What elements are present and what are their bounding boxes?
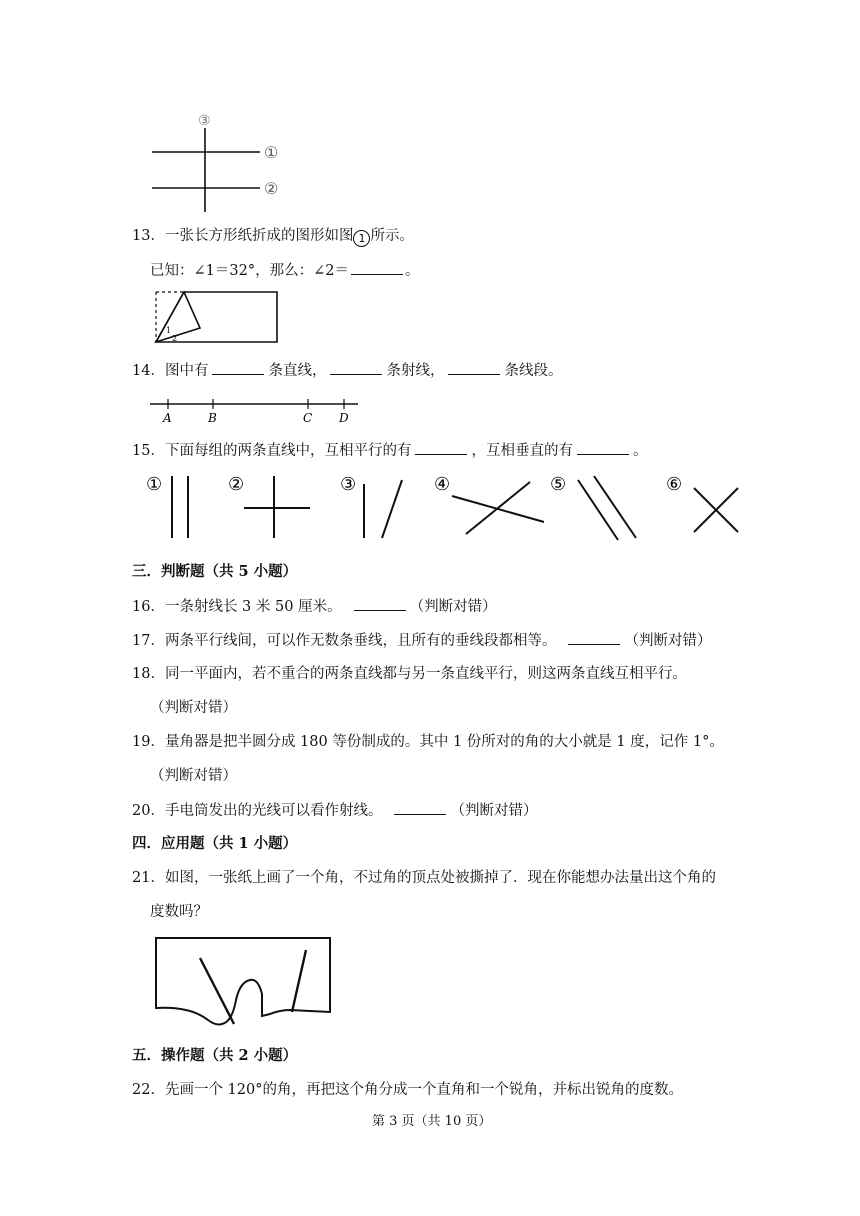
q20-suffix: （判断对错） xyxy=(450,803,538,819)
q17-line xyxy=(132,630,711,651)
q14-number: 14． xyxy=(132,363,165,379)
q22-text: 先画一个 120°的角，再把这个角分成一个直角和一个锐角，并标出锐角的度数。 xyxy=(164,1082,683,1098)
q20-text: 手电筒发出的光线可以看作射线。 xyxy=(164,803,383,819)
q14-text-a: 图中有 xyxy=(164,363,209,379)
q21-number: 21． xyxy=(132,870,165,886)
group-label-3: ③ xyxy=(340,474,357,495)
q17-text: 两条平行线间，可以作无数条垂线，且所有的垂线段都相等。 xyxy=(164,633,557,649)
torn-paper-angle-figure xyxy=(150,934,338,1030)
q17-suffix: （判断对错） xyxy=(624,633,712,649)
q15-text-a: 下面每组的两条直线中，互相平行的有 xyxy=(164,443,412,459)
q13-line2 xyxy=(150,260,419,281)
point-label-a: A xyxy=(163,411,172,425)
q16-text: 一条射线长 3 米 50 厘米。 xyxy=(164,599,342,615)
figure-label-2: ② xyxy=(264,179,279,198)
q21-text-1: 如图，一张纸上画了一个角，不过角的顶点处被撕掉了．现在你能想办法量出这个角的 xyxy=(164,870,716,886)
q16-suffix: （判断对错） xyxy=(409,599,497,615)
q20-line xyxy=(132,800,537,821)
angle-label-2: 2 xyxy=(172,334,178,343)
q18-number: 18． xyxy=(132,666,165,682)
q13-number: 13． xyxy=(132,228,165,244)
q15-number: 15． xyxy=(132,443,165,459)
q14-text-d: 条线段。 xyxy=(504,363,563,379)
q13-figure-ref: 1 xyxy=(353,230,370,247)
q14-blank-rays[interactable] xyxy=(330,360,382,375)
folded-paper-figure xyxy=(150,286,282,348)
q19-suffix: （判断对错） xyxy=(150,768,237,784)
angle-label-1: 1 xyxy=(166,326,172,335)
q19-number: 19． xyxy=(132,734,165,750)
q13-answer-blank[interactable] xyxy=(351,260,403,275)
q15-blank-parallel[interactable] xyxy=(415,440,467,455)
point-label-c: C xyxy=(303,411,313,425)
q13-text-b: 所示。 xyxy=(370,228,414,244)
figure-label-3: ③ xyxy=(198,113,211,129)
q14-blank-segments[interactable] xyxy=(448,360,500,375)
group-label-5: ⑤ xyxy=(550,474,567,495)
q18-line xyxy=(132,664,687,684)
q14-blank-lines[interactable] xyxy=(212,360,264,375)
q20-blank[interactable] xyxy=(394,800,446,815)
line-pairs-figure xyxy=(140,468,750,544)
q22-number: 22． xyxy=(132,1082,165,1098)
q14-text-c: 条射线， xyxy=(386,363,445,379)
q21-line1 xyxy=(132,868,716,888)
q14-text-b: 条直线， xyxy=(268,363,327,379)
section-4-title: 四．应用题（共 1 小题） xyxy=(132,835,298,852)
q15-text-c: 。 xyxy=(632,443,648,459)
parallel-perpendicular-figure xyxy=(140,108,300,216)
q15-line xyxy=(132,440,647,461)
q15-blank-perpendicular[interactable] xyxy=(577,440,629,455)
q16-blank[interactable] xyxy=(354,596,406,611)
section-5-title: 五．操作题（共 2 小题） xyxy=(132,1047,298,1064)
q18-suffix: （判断对错） xyxy=(150,700,237,716)
q20-number: 20． xyxy=(132,803,165,819)
q15-text-b: ，互相垂直的有 xyxy=(471,443,573,459)
point-label-b: B xyxy=(208,411,217,425)
q16-number: 16． xyxy=(132,599,165,615)
q19-text: 量角器是把半圆分成 180 等份制成的。其中 1 份所对的角的大小就是 1 度，记作 1°。 xyxy=(164,734,724,750)
q17-number: 17． xyxy=(132,633,165,649)
q14-line xyxy=(132,360,562,381)
section-3-title: 三．判断题（共 5 小题） xyxy=(132,563,298,580)
figure-label-1: ① xyxy=(264,143,279,162)
group-label-4: ④ xyxy=(434,474,451,495)
q13-line1 xyxy=(132,226,414,247)
point-label-d: D xyxy=(339,411,349,425)
group-label-6: ⑥ xyxy=(666,474,683,495)
q13-period: 。 xyxy=(404,263,420,279)
q18-text: 同一平面内，若不重合的两条直线都与另一条直线平行，则这两条直线互相平行。 xyxy=(164,666,687,682)
q13-text-a: 一张长方形纸折成的图形如图 xyxy=(164,228,354,244)
q19-line xyxy=(132,732,724,752)
points-on-line-figure xyxy=(148,396,362,426)
q21-line2: 度数吗？ xyxy=(150,904,208,920)
q13-given: 已知：∠1＝32°，那么：∠2＝ xyxy=(150,263,349,279)
group-label-2: ② xyxy=(228,474,245,495)
q16-line xyxy=(132,596,497,617)
group-label-1: ① xyxy=(146,474,163,495)
q17-blank[interactable] xyxy=(568,630,620,645)
q22-line xyxy=(132,1080,683,1100)
page-footer: 第 3 页（共 10 页） xyxy=(372,1114,492,1129)
